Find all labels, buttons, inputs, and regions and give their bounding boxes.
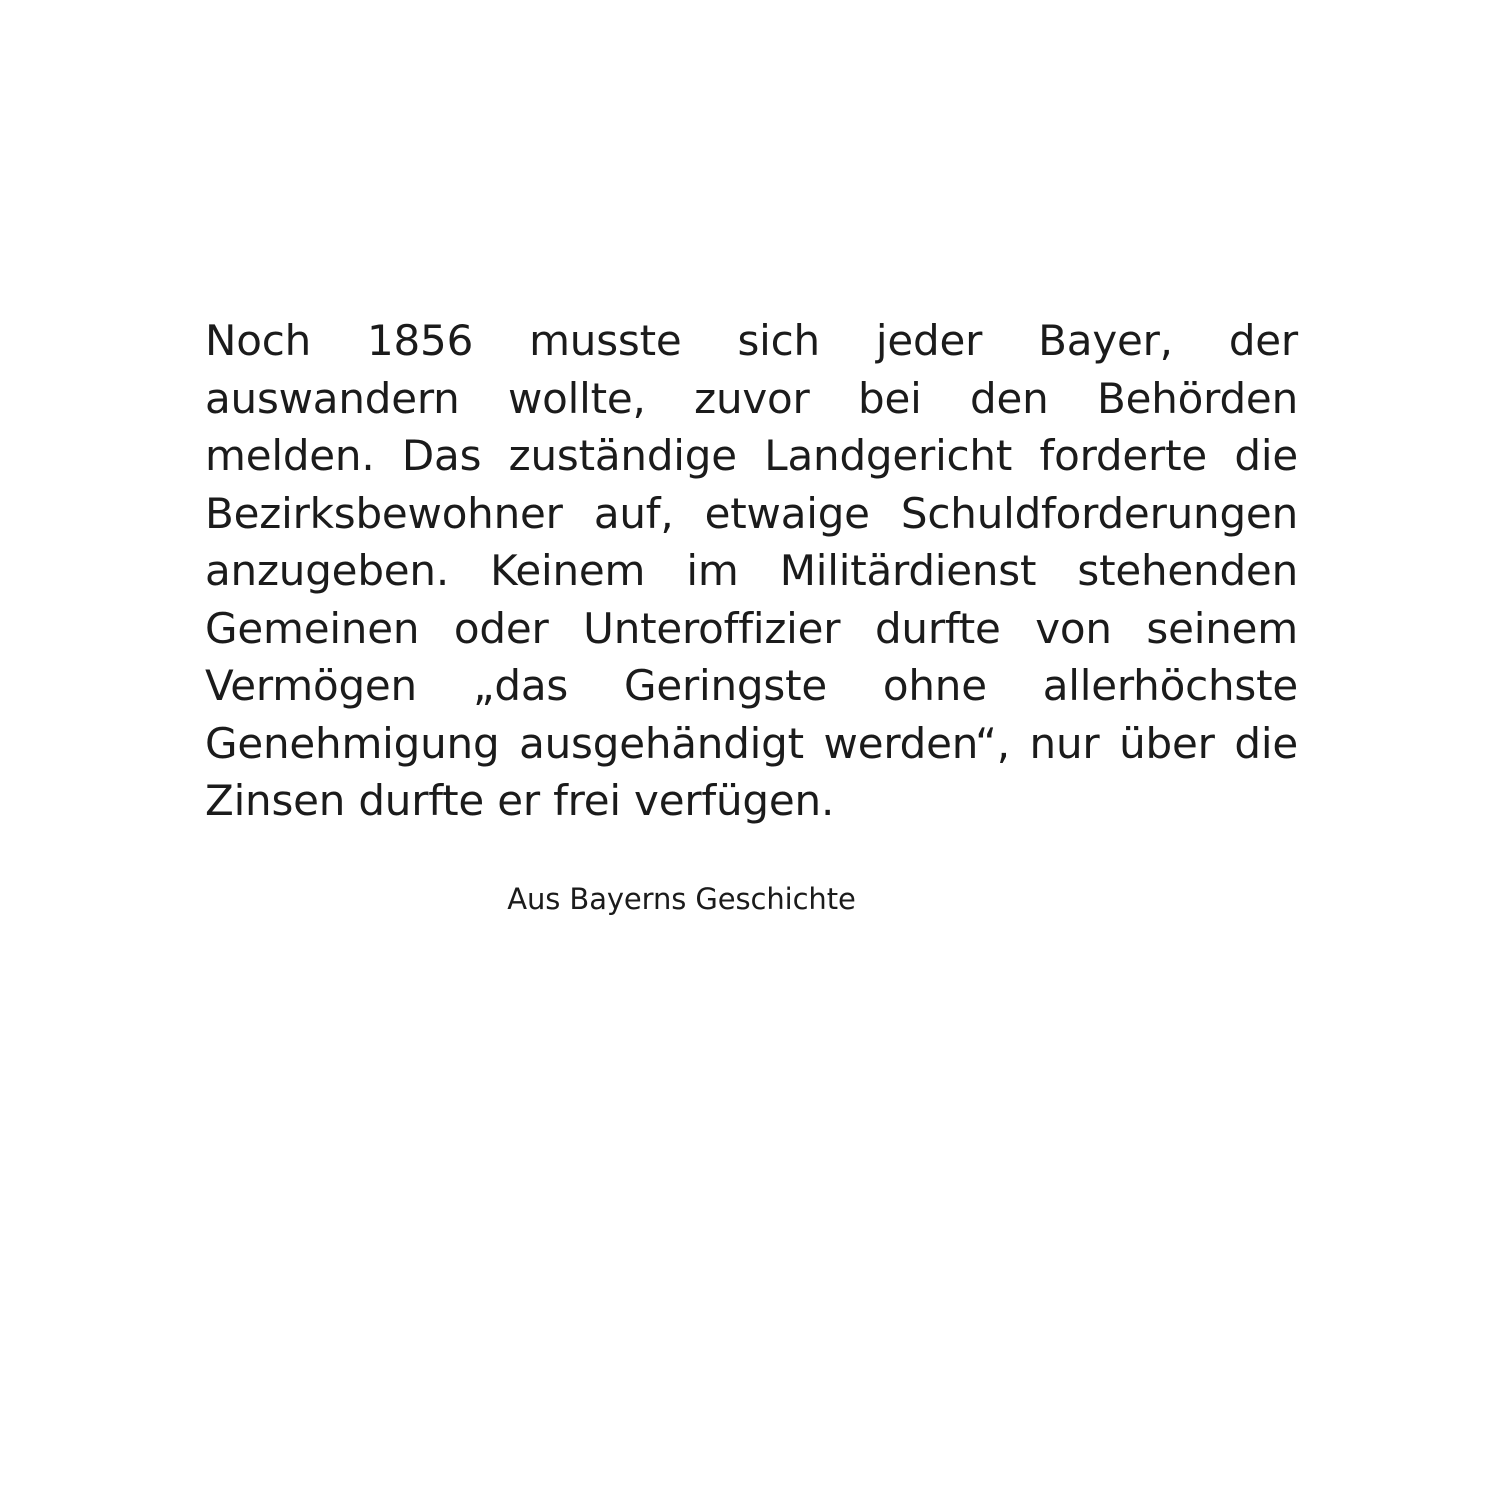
epigraph-source: Aus Bayerns Geschichte [507,881,856,916]
epigraph-block [205,312,1298,918]
epigraph-paragraph: Noch 1856 musste sich jeder Bayer, der auswandern wollte, zuvor bei den Behörden melden. Das zuständige Landgericht forderte die Bezirksbewohner auf, etwaige Schuldforderungen anzugeben. Keinem im Militärdienst stehenden Gemeinen oder Unteroffizier durfte von seinem Vermögen „das Geringste ohne allerhöchste Genehmigung ausgehändigt werden“, nur über die Zinsen durfte er frei verfügen. [205,316,1298,825]
